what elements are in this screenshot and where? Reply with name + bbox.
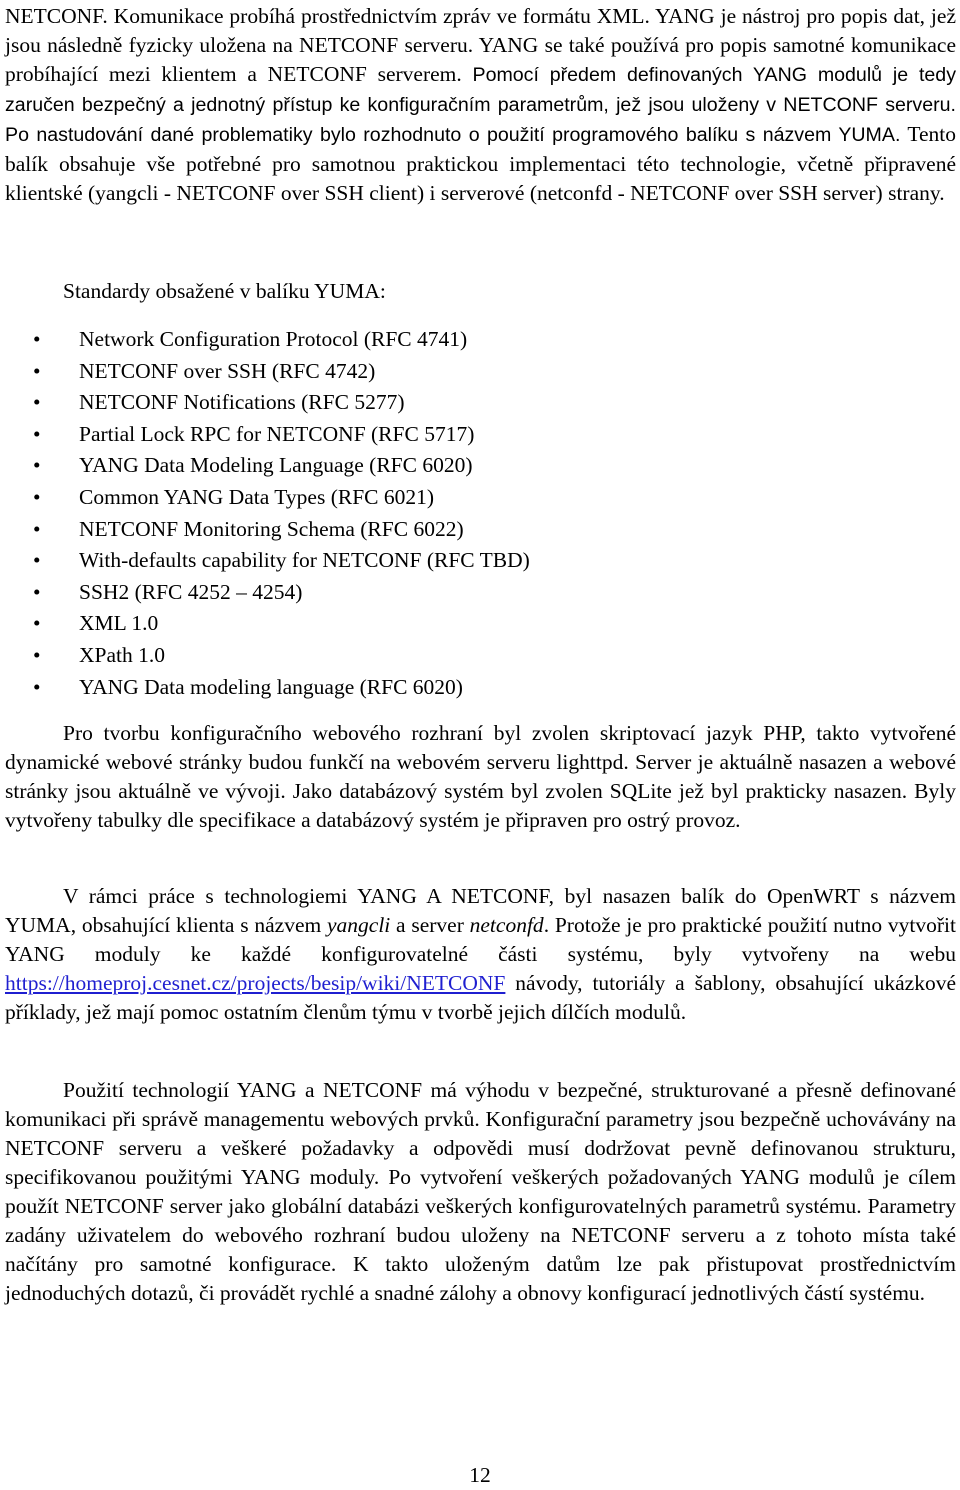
yuma-text-4: návody, tutoriály a šablony, obsahující ukázkové příklady, jež mají pomoc ostatním členům týmu v tvorbě jejich dílčích modulů. [5, 971, 956, 1024]
standard-label: Network Configuration Protocol (RFC 4741) [79, 327, 468, 351]
standard-label: SSH2 (RFC 4252 – 4254) [79, 579, 303, 604]
standard-item [0, 450, 960, 482]
standard-label: NETCONF over SSH (RFC 4742) [79, 358, 376, 383]
bullet-icon: • [33, 358, 41, 383]
yuma-text-2: a server [396, 913, 464, 937]
bullet-icon: • [33, 548, 41, 573]
standard-label: Partial Lock RPC for NETCONF (RFC 5717) [79, 421, 475, 446]
standard-item [0, 419, 960, 451]
bullet-icon: • [33, 579, 41, 604]
standard-label: NETCONF Monitoring Schema (RFC 6022) [79, 516, 464, 541]
standard-label: Common YANG Data Types (RFC 6021) [79, 484, 435, 509]
bullet-icon: • [33, 390, 41, 415]
standard-item [0, 577, 960, 609]
bullet-icon: • [33, 484, 41, 509]
standard-item [0, 608, 960, 640]
standard-item [0, 356, 960, 388]
standard-label: YANG Data Modeling Language (RFC 6020) [79, 453, 473, 478]
standard-item [0, 545, 960, 577]
page-number: 12 [469, 1463, 491, 1487]
bullet-icon: • [33, 327, 41, 351]
standard-item [0, 672, 960, 704]
standards-title: Standardy obsažené v balíku YUMA: [63, 279, 386, 303]
server-name: netconfd [469, 913, 544, 937]
standard-label: XPath 1.0 [79, 642, 165, 667]
standard-item [0, 640, 960, 672]
yuma-paragraph [0, 882, 960, 1027]
bullet-icon: • [33, 611, 41, 636]
yuma-text-3: . Protože je pro praktické použití nutno vytvořit YANG moduly ke každé konfigurovatelné části systému, byly vytvořeny na webu [5, 913, 956, 966]
bullet-icon: • [33, 421, 41, 446]
intro-text-sans: Pomocí předem definovaných YANG modulů je tedy zaručen bezpečný a jednotný přístup ke konfiguračním parametrům, jež jsou uloženy v NETCONF serveru. Po nastudování dané problematiky bylo rozhodnuto o použití programového balíku s názvem YUMA. [5, 64, 957, 146]
standard-item [0, 514, 960, 546]
php-paragraph: Pro tvorbu konfiguračního webového rozhraní byl zvolen skriptovací jazyk PHP, takto vytvořené dynamické webové stránky budou funkčí na webovém serveru lighttpd. Server je aktuálně nasazen a webové stránky jsou aktuálně ve vývoji. Jako databázový systém byl zvolen SQLite jež byl prakticky nasazen. Byly vytvořeny tabulky dle specifikace a databázový systém je připraven pro ostrý provoz. [5, 721, 956, 832]
standard-label: NETCONF Notifications (RFC 5277) [79, 390, 405, 415]
standards-list [0, 324, 960, 703]
client-name: yangcli [326, 913, 391, 937]
standard-item [0, 387, 960, 419]
standard-label: YANG Data modeling language (RFC 6020) [79, 674, 463, 699]
bullet-icon: • [33, 453, 41, 478]
intro-text-serif: NETCONF. Komunikace probíhá prostřednictvím zpráv ve formátu XML. YANG je nástroj pro popis dat, jež jsou následně fyzicky uložena na NETCONF serveru. YANG se také používá pro popis samotné komunikace probíhající mezi klientem a NETCONF serverem. [5, 4, 956, 86]
standard-label: With-defaults capability for NETCONF (RFC TBD) [79, 548, 530, 573]
intro-paragraph [0, 2, 960, 208]
standard-item [0, 482, 960, 514]
benefits-paragraph: Použití technologií YANG a NETCONF má výhodu v bezpečné, strukturované a přesně definované komunikaci při správě managementu webových prvků. Konfigurační parametry jsou bezpečně uchovávány na NETCONF serveru a veškeré požadavky a odpovědi musí dodržovat pevně definovanou strukturu, specifikovanou použitými YANG moduly. Po vytvoření veškerých požadovaných YANG modulů je cílem použít NETCONF server jako globální databázi veškerých konfigurovatelných parametrů systému. Parametry zadány uživatelem do webového rozhraní budou uloženy na NETCONF serveru a z tohoto místa také načítány pro samotné konfigurace. K takto uloženým datům lze pak přistupovat prostřednictvím jednoduchých dotazů, či provádět rychlé a snadné zálohy a obnovy konfigurací jednotlivých částí systému. [5, 1078, 956, 1305]
bullet-icon: • [33, 642, 41, 667]
intro-text-serif-end: Tento balík obsahuje vše potřebné pro samotnou praktickou implementaci této technologie, včetně připravené klientské (yangcli - NETCONF over SSH client) i serverové (netconfd - NETCONF over SSH server) strany. [5, 122, 956, 205]
bullet-icon: • [33, 674, 41, 699]
standard-item [0, 324, 960, 356]
besip-wiki-link[interactable]: https://homeproj.cesnet.cz/projects/besip/wiki/NETCONF [5, 971, 506, 995]
standard-label: XML 1.0 [79, 611, 159, 636]
bullet-icon: • [33, 516, 41, 541]
yuma-text-1: V rámci práce s technologiemi YANG A NETCONF, byl nasazen balík do OpenWRT s názvem YUMA, obsahující klienta s názvem [5, 884, 956, 937]
